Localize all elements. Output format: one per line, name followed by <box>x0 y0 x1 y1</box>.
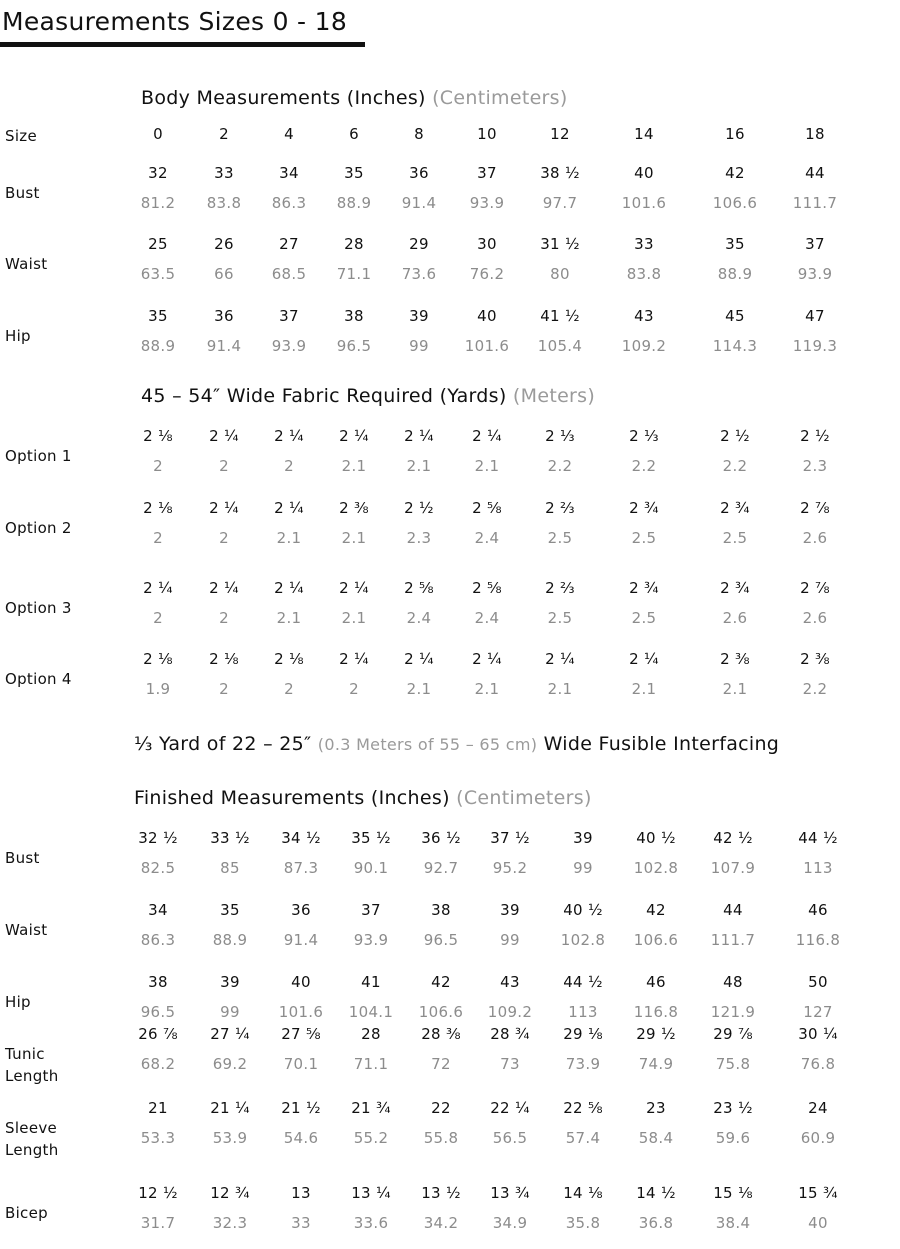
fabric-metric-cell: 2.1 <box>276 529 302 547</box>
interfacing-note <box>134 731 779 758</box>
body-metric-cell: 86.3 <box>271 194 307 212</box>
finished-value-cell: 15 ⅛ <box>713 1184 753 1202</box>
finished-row-label-hip: Hip <box>5 993 31 1011</box>
finished-metric-cell: 102.8 <box>633 859 679 877</box>
finished-row-label-waist: Waist <box>5 921 48 939</box>
finished-metric-cell: 106.6 <box>633 931 679 949</box>
fabric-value-cell: 2 ¼ <box>143 579 173 597</box>
finished-value-cell: 37 ½ <box>490 829 530 847</box>
fabric-metric-cell: 2 <box>219 457 229 475</box>
finished-metric-cell: 107.9 <box>710 859 756 877</box>
body-metric-cell: 88.9 <box>717 265 753 283</box>
fabric-value-cell: 2 ¼ <box>472 650 502 668</box>
finished-value-cell: 22 <box>431 1099 451 1117</box>
body-value-cell: 39 <box>409 307 429 325</box>
finished-metric-cell: 74.9 <box>638 1055 674 1073</box>
interfacing-prefix: ⅓ Yard of 22 – 25″ <box>134 733 312 755</box>
finished-value-cell: 39 <box>500 901 520 919</box>
finished-value-cell: 42 <box>646 901 666 919</box>
body-metric-cell: 93.9 <box>271 337 307 355</box>
size-header-cell: 4 <box>284 125 294 143</box>
finished-value-cell: 48 <box>723 973 743 991</box>
fabric-metric-cell: 2.4 <box>406 609 432 627</box>
fabric-value-cell: 2 ⅔ <box>545 579 575 597</box>
body-value-cell: 47 <box>805 307 825 325</box>
body-metric-cell: 66 <box>214 265 234 283</box>
finished-value-cell: 43 <box>500 973 520 991</box>
body-metric-cell: 101.6 <box>464 337 510 355</box>
fabric-value-cell: 2 ⅜ <box>339 499 369 517</box>
finished-metric-cell: 55.2 <box>353 1129 389 1147</box>
fabric-value-cell: 2 ⅓ <box>629 427 659 445</box>
body-value-cell: 42 <box>725 164 745 182</box>
finished-metric-cell: 55.8 <box>423 1129 459 1147</box>
finished-metric-cell: 54.6 <box>283 1129 319 1147</box>
finished-metric-cell: 73.9 <box>565 1055 601 1073</box>
body-metric-cell: 88.9 <box>336 194 372 212</box>
body-value-cell: 32 <box>148 164 168 182</box>
fabric-value-cell: 2 ¼ <box>339 579 369 597</box>
fabric-value-cell: 2 ¼ <box>209 499 239 517</box>
body-metric-cell: 114.3 <box>712 337 758 355</box>
fabric-value-cell: 2 ¼ <box>339 427 369 445</box>
finished-metric-cell: 68.2 <box>140 1055 176 1073</box>
body-value-cell: 37 <box>279 307 299 325</box>
finished-metric-cell: 102.8 <box>560 931 606 949</box>
finished-value-cell: 29 ⅛ <box>563 1025 603 1043</box>
finished-value-cell: 29 ⅞ <box>713 1025 753 1043</box>
finished-value-cell: 27 ⅝ <box>281 1025 321 1043</box>
fabric-metric-cell: 2.6 <box>802 609 828 627</box>
finished-value-cell: 35 ½ <box>351 829 391 847</box>
fabric-value-cell: 2 ⅝ <box>472 499 502 517</box>
body-metric-cell: 76.2 <box>469 265 505 283</box>
finished-value-cell: 21 <box>148 1099 168 1117</box>
fabric-metric-cell: 2.6 <box>722 609 748 627</box>
finished-value-cell: 35 <box>220 901 240 919</box>
fabric-value-cell: 2 ¼ <box>209 427 239 445</box>
finished-value-cell: 36 <box>291 901 311 919</box>
body-heading-secondary: (Centimeters) <box>432 87 568 109</box>
size-header-cell: 16 <box>725 125 745 143</box>
finished-metric-cell: 31.7 <box>140 1214 176 1232</box>
finished-metric-cell: 111.7 <box>710 931 756 949</box>
fabric-value-cell: 2 ¼ <box>404 427 434 445</box>
body-value-cell: 28 <box>344 235 364 253</box>
body-metric-cell: 101.6 <box>621 194 667 212</box>
body-metric-cell: 106.6 <box>712 194 758 212</box>
finished-metric-cell: 76.8 <box>800 1055 836 1073</box>
fabric-value-cell: 2 ¼ <box>545 650 575 668</box>
body-measurements-heading <box>141 85 568 111</box>
body-value-cell: 33 <box>634 235 654 253</box>
finished-metric-cell: 101.6 <box>278 1003 324 1021</box>
finished-value-cell: 40 <box>291 973 311 991</box>
body-value-cell: 35 <box>344 164 364 182</box>
finished-metric-cell: 82.5 <box>140 859 176 877</box>
finished-value-cell: 12 ½ <box>138 1184 178 1202</box>
fabric-value-cell: 2 ⅛ <box>274 650 304 668</box>
finished-value-cell: 34 <box>148 901 168 919</box>
fabric-value-cell: 2 ¼ <box>629 650 659 668</box>
body-value-cell: 44 <box>805 164 825 182</box>
fabric-value-cell: 2 ⅔ <box>545 499 575 517</box>
finished-value-cell: 36 ½ <box>421 829 461 847</box>
finished-value-cell: 44 ½ <box>798 829 838 847</box>
finished-metric-cell: 60.9 <box>800 1129 836 1147</box>
finished-metric-cell: 40 <box>808 1214 828 1232</box>
body-value-cell: 36 <box>214 307 234 325</box>
finished-metric-cell: 95.2 <box>492 859 528 877</box>
fabric-metric-cell: 2.1 <box>341 529 367 547</box>
fabric-metric-cell: 2.2 <box>802 680 828 698</box>
fabric-value-cell: 2 ⅞ <box>800 579 830 597</box>
fabric-metric-cell: 2.5 <box>631 609 657 627</box>
finished-row-label-bicep: Bicep <box>5 1204 48 1222</box>
fabric-metric-cell: 2.5 <box>722 529 748 547</box>
finished-value-cell: 40 ½ <box>636 829 676 847</box>
body-metric-cell: 71.1 <box>336 265 372 283</box>
fabric-value-cell: 2 ¼ <box>404 650 434 668</box>
body-value-cell: 34 <box>279 164 299 182</box>
finished-value-cell: 13 ½ <box>421 1184 461 1202</box>
finished-value-cell: 41 <box>361 973 381 991</box>
finished-metric-cell: 99 <box>573 859 593 877</box>
body-metric-cell: 93.9 <box>469 194 505 212</box>
body-metric-cell: 99 <box>409 337 429 355</box>
finished-metric-cell: 92.7 <box>423 859 459 877</box>
fabric-value-cell: 2 ¼ <box>274 499 304 517</box>
finished-row-label-sleeve-length: Sleeve Length <box>5 1119 59 1159</box>
fabric-metric-cell: 2.4 <box>474 529 500 547</box>
body-value-cell: 36 <box>409 164 429 182</box>
fabric-metric-cell: 2 <box>219 609 229 627</box>
fabric-metric-cell: 2.5 <box>547 529 573 547</box>
fabric-metric-cell: 2 <box>284 457 294 475</box>
finished-metric-cell: 113 <box>803 859 833 877</box>
body-value-cell: 29 <box>409 235 429 253</box>
finished-metric-cell: 56.5 <box>492 1129 528 1147</box>
fabric-value-cell: 2 ¼ <box>209 579 239 597</box>
finished-metric-cell: 88.9 <box>212 931 248 949</box>
finished-metric-cell: 127 <box>803 1003 833 1021</box>
fabric-metric-cell: 2 <box>153 529 163 547</box>
fabric-value-cell: 2 ¾ <box>720 499 750 517</box>
body-row-label-hip: Hip <box>5 327 31 345</box>
body-metric-cell: 80 <box>550 265 570 283</box>
fabric-metric-cell: 2 <box>349 680 359 698</box>
fabric-metric-cell: 2.3 <box>802 457 828 475</box>
fabric-metric-cell: 2.1 <box>631 680 657 698</box>
size-header-cell: 0 <box>153 125 163 143</box>
finished-metric-cell: 34.2 <box>423 1214 459 1232</box>
finished-metric-cell: 72 <box>431 1055 451 1073</box>
fabric-value-cell: 2 ½ <box>404 499 434 517</box>
finished-value-cell: 21 ¾ <box>351 1099 391 1117</box>
finished-metric-cell: 69.2 <box>212 1055 248 1073</box>
body-value-cell: 40 <box>477 307 497 325</box>
size-header-cell: 10 <box>477 125 497 143</box>
finished-row-label-tunic-length: Tunic Length <box>5 1045 59 1085</box>
body-value-cell: 37 <box>805 235 825 253</box>
body-metric-cell: 83.8 <box>626 265 662 283</box>
body-metric-cell: 111.7 <box>792 194 838 212</box>
fabric-metric-cell: 2.1 <box>406 680 432 698</box>
finished-metric-cell: 85 <box>220 859 240 877</box>
body-heading-primary: Body Measurements (Inches) <box>141 87 426 109</box>
body-value-cell: 45 <box>725 307 745 325</box>
finished-value-cell: 28 ¾ <box>490 1025 530 1043</box>
fabric-metric-cell: 2 <box>219 680 229 698</box>
finished-row-label-bust: Bust <box>5 849 40 867</box>
fabric-metric-cell: 2 <box>153 609 163 627</box>
fabric-value-cell: 2 ¾ <box>720 579 750 597</box>
body-metric-cell: 91.4 <box>206 337 242 355</box>
body-metric-cell: 96.5 <box>336 337 372 355</box>
finished-value-cell: 28 ⅜ <box>421 1025 461 1043</box>
fabric-row-label-option-3: Option 3 <box>5 599 72 617</box>
body-value-cell: 35 <box>148 307 168 325</box>
fabric-metric-cell: 2.2 <box>547 457 573 475</box>
fabric-metric-cell: 2.1 <box>276 609 302 627</box>
fabric-metric-cell: 2.1 <box>341 609 367 627</box>
fabric-value-cell: 2 ⅛ <box>143 427 173 445</box>
fabric-metric-cell: 2.5 <box>631 529 657 547</box>
finished-metric-cell: 96.5 <box>140 1003 176 1021</box>
finished-value-cell: 21 ½ <box>281 1099 321 1117</box>
finished-metric-cell: 38.4 <box>715 1214 751 1232</box>
finished-metric-cell: 121.9 <box>710 1003 756 1021</box>
finished-metric-cell: 53.9 <box>212 1129 248 1147</box>
finished-metric-cell: 35.8 <box>565 1214 601 1232</box>
page-title: Measurements Sizes 0 - 18 <box>2 7 348 36</box>
finished-value-cell: 38 <box>148 973 168 991</box>
finished-metric-cell: 93.9 <box>353 931 389 949</box>
fabric-metric-cell: 2.1 <box>722 680 748 698</box>
fabric-value-cell: 2 ⅛ <box>143 650 173 668</box>
finished-metric-cell: 106.6 <box>418 1003 464 1021</box>
fabric-value-cell: 2 ¼ <box>274 579 304 597</box>
finished-value-cell: 39 <box>220 973 240 991</box>
fabric-value-cell: 2 ⅓ <box>545 427 575 445</box>
finished-metric-cell: 73 <box>500 1055 520 1073</box>
body-value-cell: 43 <box>634 307 654 325</box>
body-metric-cell: 88.9 <box>140 337 176 355</box>
body-value-cell: 37 <box>477 164 497 182</box>
finished-value-cell: 38 <box>431 901 451 919</box>
fabric-metric-cell: 2.2 <box>722 457 748 475</box>
fabric-value-cell: 2 ½ <box>720 427 750 445</box>
fabric-value-cell: 2 ¼ <box>274 427 304 445</box>
body-metric-cell: 93.9 <box>797 265 833 283</box>
fabric-heading-primary: 45 – 54″ Wide Fabric Required (Yards) <box>141 385 507 407</box>
finished-metric-cell: 34.9 <box>492 1214 528 1232</box>
fabric-value-cell: 2 ⅜ <box>720 650 750 668</box>
fabric-value-cell: 2 ¼ <box>339 650 369 668</box>
finished-value-cell: 34 ½ <box>281 829 321 847</box>
finished-value-cell: 46 <box>808 901 828 919</box>
finished-metric-cell: 53.3 <box>140 1129 176 1147</box>
body-metric-cell: 109.2 <box>621 337 667 355</box>
finished-value-cell: 23 ½ <box>713 1099 753 1117</box>
fabric-value-cell: 2 ¾ <box>629 579 659 597</box>
finished-value-cell: 50 <box>808 973 828 991</box>
fabric-metric-cell: 2.1 <box>474 680 500 698</box>
body-value-cell: 27 <box>279 235 299 253</box>
fabric-value-cell: 2 ⅜ <box>800 650 830 668</box>
finished-metric-cell: 109.2 <box>487 1003 533 1021</box>
fabric-value-cell: 2 ¾ <box>629 499 659 517</box>
fabric-value-cell: 2 ⅝ <box>404 579 434 597</box>
finished-value-cell: 40 ½ <box>563 901 603 919</box>
body-metric-cell: 68.5 <box>271 265 307 283</box>
body-metric-cell: 73.6 <box>401 265 437 283</box>
finished-measurements-heading <box>134 785 592 811</box>
finished-metric-cell: 90.1 <box>353 859 389 877</box>
body-value-cell: 31 ½ <box>540 235 580 253</box>
finished-metric-cell: 58.4 <box>638 1129 674 1147</box>
fabric-metric-cell: 2 <box>219 529 229 547</box>
size-header-cell: 2 <box>219 125 229 143</box>
body-value-cell: 41 ½ <box>540 307 580 325</box>
fabric-metric-cell: 2.1 <box>474 457 500 475</box>
interfacing-secondary: (0.3 Meters of 55 – 65 cm) <box>317 735 538 754</box>
finished-metric-cell: 99 <box>500 931 520 949</box>
finished-value-cell: 27 ¼ <box>210 1025 250 1043</box>
body-row-label-bust: Bust <box>5 184 40 202</box>
finished-value-cell: 44 ½ <box>563 973 603 991</box>
body-metric-cell: 97.7 <box>542 194 578 212</box>
body-value-cell: 25 <box>148 235 168 253</box>
fabric-row-label-option-4: Option 4 <box>5 670 72 688</box>
finished-value-cell: 37 <box>361 901 381 919</box>
finished-value-cell: 14 ½ <box>636 1184 676 1202</box>
finished-metric-cell: 33.6 <box>353 1214 389 1232</box>
finished-value-cell: 44 <box>723 901 743 919</box>
size-header-cell: 8 <box>414 125 424 143</box>
size-header-cell: 6 <box>349 125 359 143</box>
finished-metric-cell: 116.8 <box>633 1003 679 1021</box>
body-metric-cell: 81.2 <box>140 194 176 212</box>
finished-heading-primary: Finished Measurements (Inches) <box>134 787 450 809</box>
body-value-cell: 33 <box>214 164 234 182</box>
finished-value-cell: 22 ⅝ <box>563 1099 603 1117</box>
finished-value-cell: 23 <box>646 1099 666 1117</box>
interfacing-suffix: Wide Fusible Interfacing <box>543 733 780 755</box>
finished-value-cell: 32 ½ <box>138 829 178 847</box>
finished-metric-cell: 71.1 <box>353 1055 389 1073</box>
fabric-metric-cell: 2.6 <box>802 529 828 547</box>
finished-metric-cell: 86.3 <box>140 931 176 949</box>
fabric-metric-cell: 2.1 <box>406 457 432 475</box>
fabric-value-cell: 2 ½ <box>800 427 830 445</box>
size-row-label: Size <box>5 127 37 145</box>
body-value-cell: 26 <box>214 235 234 253</box>
fabric-metric-cell: 2.1 <box>547 680 573 698</box>
finished-value-cell: 12 ¾ <box>210 1184 250 1202</box>
body-metric-cell: 105.4 <box>537 337 583 355</box>
body-value-cell: 30 <box>477 235 497 253</box>
fabric-value-cell: 2 ¼ <box>472 427 502 445</box>
size-header-cell: 18 <box>805 125 825 143</box>
fabric-required-heading <box>141 383 595 409</box>
finished-metric-cell: 36.8 <box>638 1214 674 1232</box>
title-underline <box>0 42 365 47</box>
finished-value-cell: 42 ½ <box>713 829 753 847</box>
fabric-value-cell: 2 ⅞ <box>800 499 830 517</box>
finished-value-cell: 13 ¼ <box>351 1184 391 1202</box>
finished-value-cell: 29 ½ <box>636 1025 676 1043</box>
fabric-metric-cell: 2.2 <box>631 457 657 475</box>
finished-metric-cell: 116.8 <box>795 931 841 949</box>
body-metric-cell: 119.3 <box>792 337 838 355</box>
finished-value-cell: 22 ¼ <box>490 1099 530 1117</box>
finished-metric-cell: 87.3 <box>283 859 319 877</box>
body-value-cell: 40 <box>634 164 654 182</box>
body-metric-cell: 91.4 <box>401 194 437 212</box>
finished-value-cell: 39 <box>573 829 593 847</box>
fabric-metric-cell: 2 <box>153 457 163 475</box>
finished-metric-cell: 59.6 <box>715 1129 751 1147</box>
body-value-cell: 38 ½ <box>540 164 580 182</box>
fabric-metric-cell: 2.1 <box>341 457 367 475</box>
finished-metric-cell: 32.3 <box>212 1214 248 1232</box>
body-metric-cell: 83.8 <box>206 194 242 212</box>
finished-value-cell: 21 ¼ <box>210 1099 250 1117</box>
finished-metric-cell: 57.4 <box>565 1129 601 1147</box>
finished-value-cell: 30 ¼ <box>798 1025 838 1043</box>
finished-value-cell: 26 ⅞ <box>138 1025 178 1043</box>
finished-metric-cell: 75.8 <box>715 1055 751 1073</box>
fabric-row-label-option-1: Option 1 <box>5 447 72 465</box>
finished-value-cell: 28 <box>361 1025 381 1043</box>
finished-metric-cell: 113 <box>568 1003 598 1021</box>
finished-value-cell: 33 ½ <box>210 829 250 847</box>
finished-value-cell: 46 <box>646 973 666 991</box>
fabric-value-cell: 2 ⅛ <box>209 650 239 668</box>
finished-value-cell: 13 <box>291 1184 311 1202</box>
body-row-label-waist: Waist <box>5 255 48 273</box>
finished-metric-cell: 99 <box>220 1003 240 1021</box>
fabric-metric-cell: 2.5 <box>547 609 573 627</box>
finished-metric-cell: 70.1 <box>283 1055 319 1073</box>
fabric-metric-cell: 1.9 <box>145 680 171 698</box>
body-metric-cell: 63.5 <box>140 265 176 283</box>
size-header-cell: 12 <box>550 125 570 143</box>
fabric-metric-cell: 2 <box>284 680 294 698</box>
finished-metric-cell: 91.4 <box>283 931 319 949</box>
finished-value-cell: 15 ¾ <box>798 1184 838 1202</box>
finished-value-cell: 42 <box>431 973 451 991</box>
fabric-value-cell: 2 ⅝ <box>472 579 502 597</box>
finished-metric-cell: 33 <box>291 1214 311 1232</box>
fabric-heading-secondary: (Meters) <box>512 385 596 407</box>
finished-value-cell: 13 ¾ <box>490 1184 530 1202</box>
finished-metric-cell: 96.5 <box>423 931 459 949</box>
fabric-value-cell: 2 ⅛ <box>143 499 173 517</box>
fabric-metric-cell: 2.4 <box>474 609 500 627</box>
body-value-cell: 38 <box>344 307 364 325</box>
finished-metric-cell: 104.1 <box>348 1003 394 1021</box>
finished-heading-secondary: (Centimeters) <box>456 787 592 809</box>
finished-value-cell: 14 ⅛ <box>563 1184 603 1202</box>
size-header-cell: 14 <box>634 125 654 143</box>
finished-value-cell: 24 <box>808 1099 828 1117</box>
fabric-metric-cell: 2.3 <box>406 529 432 547</box>
body-value-cell: 35 <box>725 235 745 253</box>
fabric-row-label-option-2: Option 2 <box>5 519 72 537</box>
